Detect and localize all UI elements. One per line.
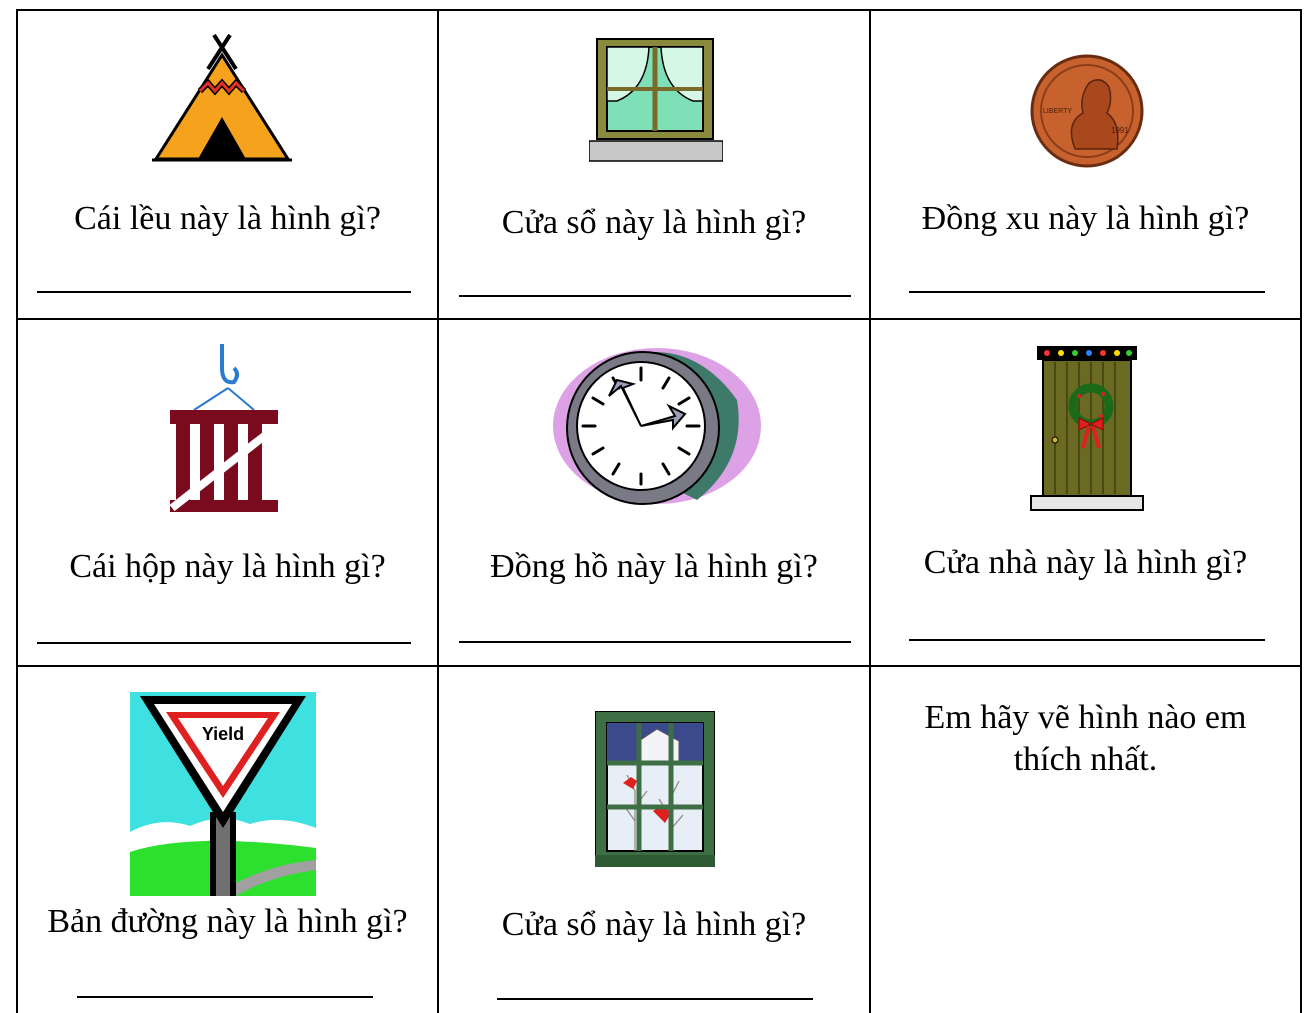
answer-line[interactable] xyxy=(459,295,851,297)
question-text: Cửa sổ này là hình gì? xyxy=(501,204,807,241)
cell-yield-sign xyxy=(18,667,437,1013)
penny-icon xyxy=(1029,53,1145,169)
answer-line[interactable] xyxy=(77,996,373,998)
question-text: Cái lều này là hình gì? xyxy=(74,200,381,237)
question-text: Đồng xu này là hình gì? xyxy=(921,200,1250,237)
cell-crate xyxy=(18,320,437,665)
coin-liberty-text: LIBERTY xyxy=(1043,108,1073,115)
window-icon xyxy=(589,37,723,165)
crate-icon xyxy=(168,344,280,514)
question-text: Cửa sổ này là hình gì? xyxy=(501,906,807,943)
question-text: Cái hộp này là hình gì? xyxy=(69,548,386,585)
answer-line[interactable] xyxy=(909,291,1265,293)
teepee-icon xyxy=(152,33,292,163)
cell-clock xyxy=(439,320,869,665)
cell-winter-window xyxy=(439,667,869,1013)
question-text: Đồng hồ này là hình gì? xyxy=(490,548,818,585)
grid-line-right xyxy=(1300,9,1302,1013)
clock-icon xyxy=(547,340,763,508)
cell-penny xyxy=(871,11,1300,318)
answer-line[interactable] xyxy=(459,641,851,643)
draw-prompt-text: Em hãy vẽ hình nào em thích nhất. xyxy=(924,699,1247,778)
answer-line[interactable] xyxy=(37,291,411,293)
question-text: Cửa nhà này là hình gì? xyxy=(923,544,1248,581)
yield-sign-text: Yield xyxy=(201,724,245,744)
cell-door xyxy=(871,320,1300,665)
yield-sign-icon xyxy=(130,692,316,896)
cell-draw-area[interactable] xyxy=(871,667,1300,1013)
cell-window xyxy=(439,11,869,318)
question-text: Bản đường này là hình gì? xyxy=(47,903,408,940)
winter-window-icon xyxy=(595,711,715,867)
coin-year-text: 1991 xyxy=(1111,126,1129,135)
answer-line[interactable] xyxy=(909,639,1265,641)
door-icon xyxy=(1027,344,1147,514)
cell-teepee xyxy=(18,11,437,318)
answer-line[interactable] xyxy=(497,998,813,1000)
answer-line[interactable] xyxy=(37,642,411,644)
